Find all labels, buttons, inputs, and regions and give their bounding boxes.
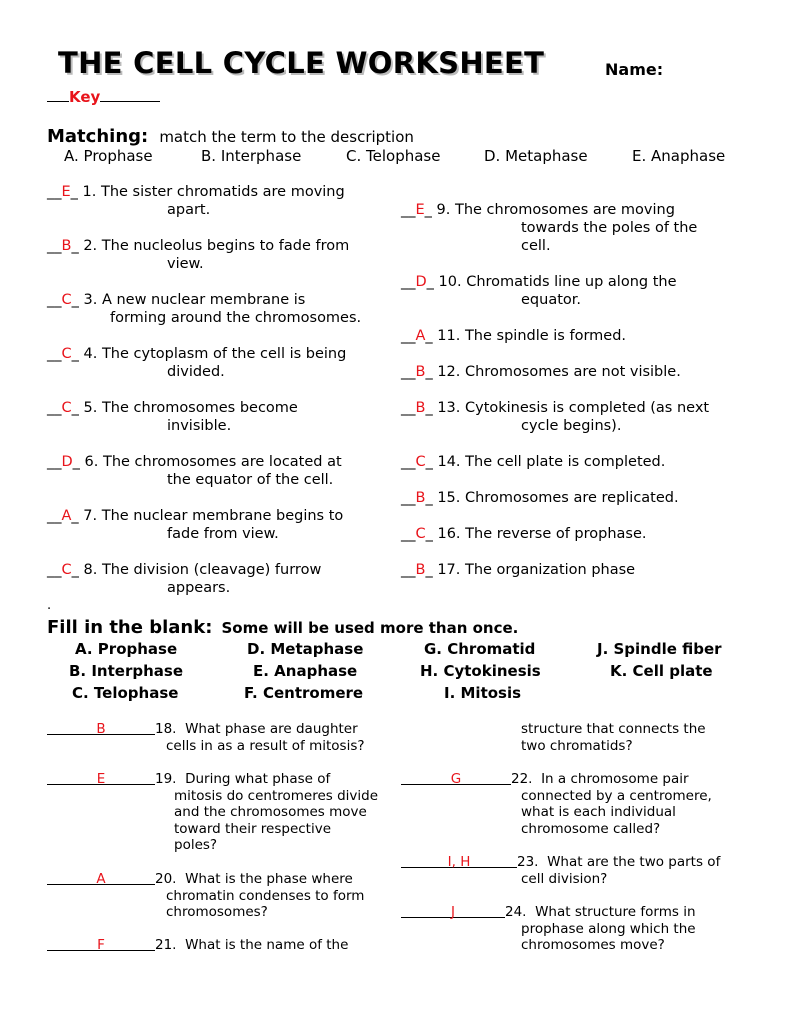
matching-item: __C_ 5. The chromosomes become invisible. <box>47 400 298 434</box>
answer: B <box>415 364 426 380</box>
fill-question: I, H 23. What are the two parts of cell division? <box>401 854 771 887</box>
fill-heading: Fill in the blank: <box>47 617 213 638</box>
matching-heading: Matching: <box>47 126 149 147</box>
matching-option-c: C. Telophase <box>346 147 441 165</box>
fill-option: G. Chromatid <box>424 640 536 658</box>
answer: C <box>61 292 72 308</box>
answer: D <box>415 274 427 290</box>
answer: E <box>415 202 425 218</box>
name-label: Name: <box>605 60 664 79</box>
answer: C <box>415 454 426 470</box>
fill-option: B. Interphase <box>69 662 183 680</box>
answer: A <box>61 508 72 524</box>
matching-item: __C_ 16. The reverse of prophase. <box>401 526 647 542</box>
matching-item: __B_ 17. The organization phase <box>401 562 636 578</box>
answer: B <box>415 490 426 506</box>
fill-option: F. Centromere <box>244 684 364 702</box>
matching-item: __E_ 1. The sister chromatids are moving apart. <box>47 184 345 218</box>
fill-option: J. Spindle fiber <box>597 640 722 658</box>
matching-item: __C_ 3. A new nuclear membrane is forming around the chromosomes. <box>47 292 362 326</box>
matching-instruction: match the term to the description <box>159 128 414 146</box>
answer: C <box>61 562 72 578</box>
matching-option-e: E. Anaphase <box>632 147 726 165</box>
fill-option: I. Mitosis <box>444 684 522 702</box>
fill-option: D. Metaphase <box>247 640 364 658</box>
answer: C <box>415 526 426 542</box>
answer: J <box>451 904 455 920</box>
fill-heading-row <box>47 617 518 638</box>
matching-item: __C_ 14. The cell plate is completed. <box>401 454 666 470</box>
matching-item: __D_ 6. The chromosomes are located at the equator of the cell. <box>47 454 342 488</box>
answer: A <box>96 871 106 887</box>
fill-question: F 21. What is the name of the <box>47 937 397 954</box>
matching-heading-row <box>47 126 414 147</box>
matching-option-a: A. Prophase <box>64 147 153 165</box>
fill-option: E. Anaphase <box>253 662 358 680</box>
fill-question: E 19. During what phase of mitosis do centromeres divide and the chromosomes move toward their respective poles? <box>47 771 397 854</box>
answer: B <box>96 721 106 737</box>
fill-option: A. Prophase <box>75 640 178 658</box>
matching-option-d: D. Metaphase <box>484 147 588 165</box>
fill-option: C. Telophase <box>72 684 179 702</box>
matching-item: __B_ 12. Chromosomes are not visible. <box>401 364 681 380</box>
key-line <box>47 87 160 106</box>
matching-option-b: B. Interphase <box>201 147 302 165</box>
matching-item: __D_ 10. Chromatids line up along the equator. <box>401 274 677 308</box>
fill-question: G 22. In a chromosome pair connected by a centromere, what is each individual chromosome called? <box>401 771 771 837</box>
answer: E <box>61 184 71 200</box>
answer: I, H <box>447 854 471 870</box>
answer: D <box>61 454 73 470</box>
answer: B <box>415 400 426 416</box>
matching-item: __B_ 2. The nucleolus begins to fade from view. <box>47 238 350 272</box>
fill-option: K. Cell plate <box>610 662 713 680</box>
fill-question: A 20. What is the phase where chromatin condenses to form chromosomes? <box>47 871 397 921</box>
answer: G <box>450 771 462 787</box>
matching-item: __C_ 4. The cytoplasm of the cell is being divided. <box>47 346 347 380</box>
fill-question-continued: structure that connects the two chromatids? <box>521 721 706 754</box>
matching-item: __C_ 8. The division (cleavage) furrow appears. <box>47 562 322 596</box>
key-text: Key <box>69 88 101 106</box>
fill-option: H. Cytokinesis <box>420 662 541 680</box>
answer: B <box>61 238 72 254</box>
answer: A <box>415 328 426 344</box>
answer: B <box>415 562 426 578</box>
matching-item: __B_ 15. Chromosomes are replicated. <box>401 490 679 506</box>
answer: E <box>96 771 106 787</box>
matching-item: __A_ 11. The spindle is formed. <box>401 328 627 344</box>
matching-item: __A_ 7. The nuclear membrane begins to fade from view. <box>47 508 344 542</box>
answer: C <box>61 346 72 362</box>
stray-dot: . <box>47 598 52 613</box>
page-title: THE CELL CYCLE WORKSHEET <box>58 46 545 80</box>
fill-question: B 18. What phase are daughter cells in as a result of mitosis? <box>47 721 397 754</box>
fill-question: J 24. What structure forms in prophase along which the chromosomes move? <box>401 904 771 954</box>
matching-item: __E_ 9. The chromosomes are moving towards the poles of the cell. <box>401 202 698 254</box>
fill-note: Some will be used more than once. <box>221 619 519 637</box>
answer: F <box>97 937 105 953</box>
answer: C <box>61 400 72 416</box>
matching-item: __B_ 13. Cytokinesis is completed (as next cycle begins). <box>401 400 710 434</box>
